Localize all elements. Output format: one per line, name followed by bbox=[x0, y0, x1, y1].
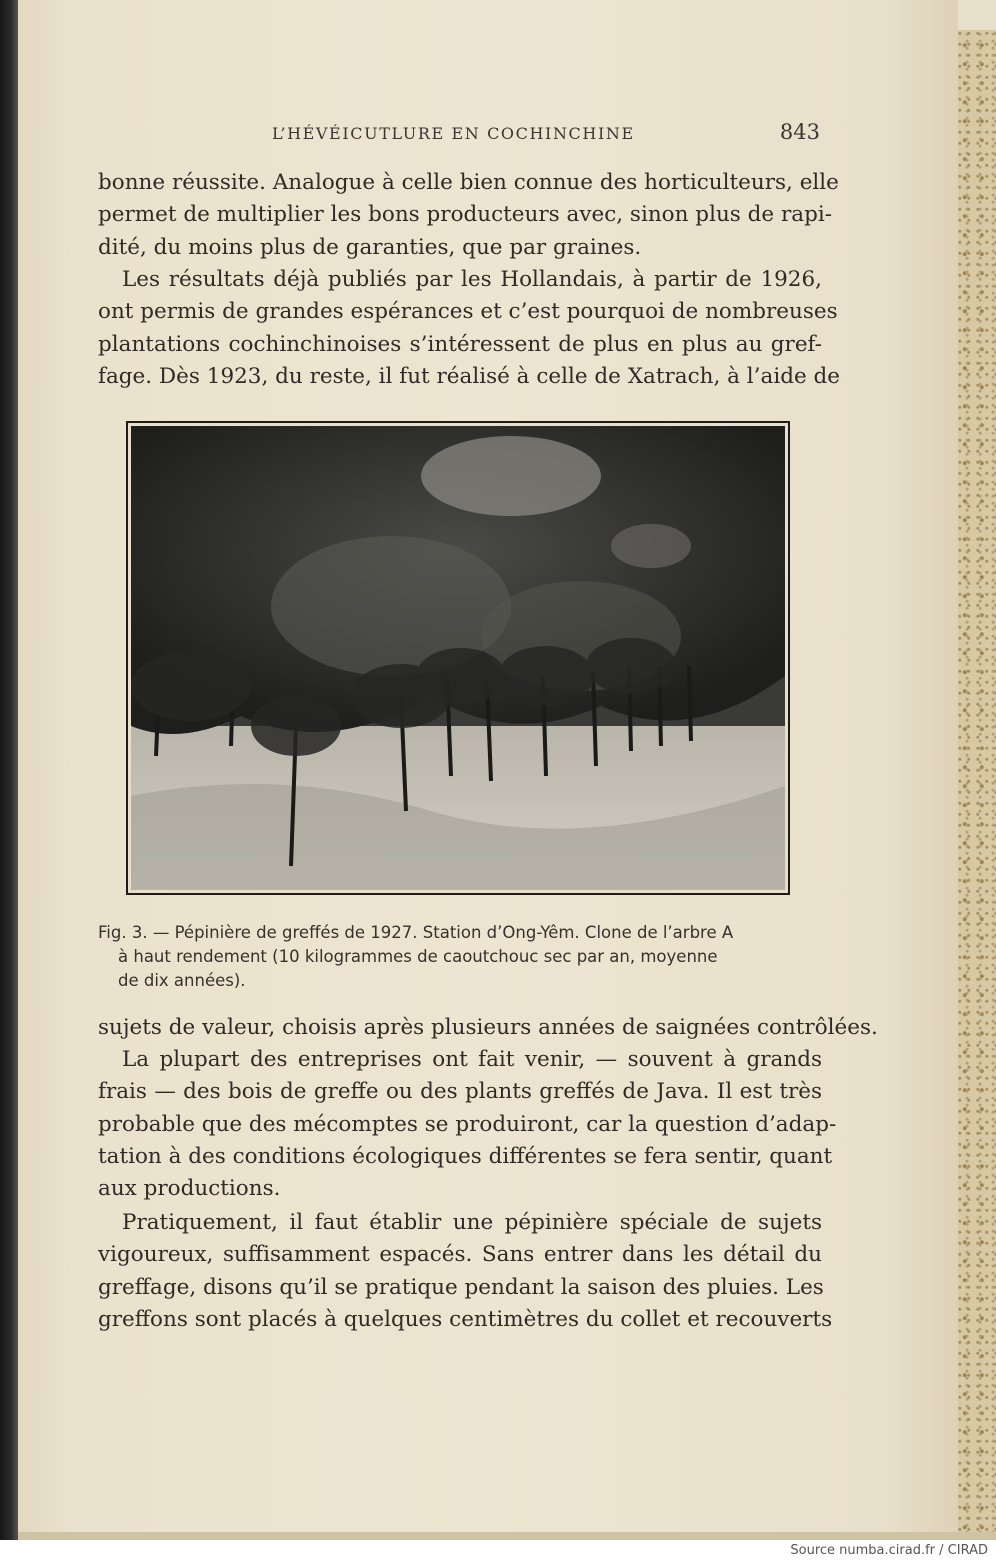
text-line: La plupart des entreprises ont fait venir, — souvent à grands bbox=[122, 1047, 822, 1072]
text-line: bonne réussite. Analogue à celle bien connue des horticulteurs, elle bbox=[98, 170, 839, 195]
page-bottom-edge bbox=[18, 1532, 996, 1540]
sky-patch bbox=[611, 524, 691, 568]
text-line: aux productions. bbox=[98, 1176, 281, 1202]
paragraph-2 bbox=[98, 264, 841, 393]
figure-caption bbox=[98, 921, 822, 993]
text-line: probable que des mécomptes se produiront, car la question d’adap- bbox=[98, 1111, 837, 1137]
book-binding bbox=[0, 0, 18, 1540]
text-line: dité, du moins plus de garanties, que par graines. bbox=[98, 234, 642, 260]
sky-patch bbox=[421, 436, 601, 516]
text-line: Pratiquement, il faut établir une pépinière spéciale de sujets bbox=[122, 1210, 822, 1235]
text-line: frais — des bois de greffe ou des plants greffés de Java. Il est très bbox=[98, 1079, 822, 1105]
nursery-photograph bbox=[126, 421, 790, 895]
paragraph-1 bbox=[98, 167, 839, 264]
text-line: ont permis de grandes espérances et c’est pourquoi de nombreuses bbox=[98, 299, 838, 325]
paragraph-3 bbox=[98, 1012, 878, 1044]
paragraph-4 bbox=[98, 1044, 837, 1205]
caption-line: à haut rendement (10 kilogrammes de caoutchouc sec par an, moyenne bbox=[118, 947, 718, 966]
text-line: tation à des conditions écologiques différentes se fera sentir, quant bbox=[98, 1143, 833, 1169]
text-line: greffons sont placés à quelques centimètres du collet et recouverts bbox=[98, 1306, 833, 1332]
page-number: 843 bbox=[779, 120, 820, 144]
caption-line: de dix années). bbox=[118, 971, 246, 990]
paragraph-5 bbox=[98, 1207, 833, 1336]
caption-line: Fig. 3. — Pépinière de greffés de 1927. Station d’Ong-Yêm. Clone de l’arbre A bbox=[98, 923, 734, 942]
running-header bbox=[98, 120, 822, 150]
running-title: L’HÉVÉICUTLURE EN COCHINCHINE bbox=[272, 124, 635, 143]
text-line: Les résultats déjà publiés par les Hollandais, à partir de 1926, bbox=[122, 267, 822, 292]
text-line: fage. Dès 1923, du reste, il fut réalisé à celle de Xatrach, à l’aide de bbox=[98, 363, 841, 389]
text-line: greffage, disons qu’il se pratique pendant la saison des pluies. Les bbox=[98, 1274, 824, 1300]
text-line: vigoureux, suffisamment espacés. Sans entrer dans les détail du bbox=[98, 1242, 822, 1268]
rubber-tree-nursery-image bbox=[131, 426, 785, 890]
page-stack-edge bbox=[958, 30, 996, 1540]
text-line: plantations cochinchinoises s’intéressent de plus en plus au gref- bbox=[98, 331, 822, 357]
text-line: permet de multiplier les bons producteurs avec, sinon plus de rapi- bbox=[98, 202, 832, 228]
source-credit: Source numba.cirad.fr / CIRAD bbox=[790, 1543, 988, 1558]
text-line: sujets de valeur, choisis après plusieurs années de saignées contrôlées. bbox=[98, 1015, 878, 1040]
